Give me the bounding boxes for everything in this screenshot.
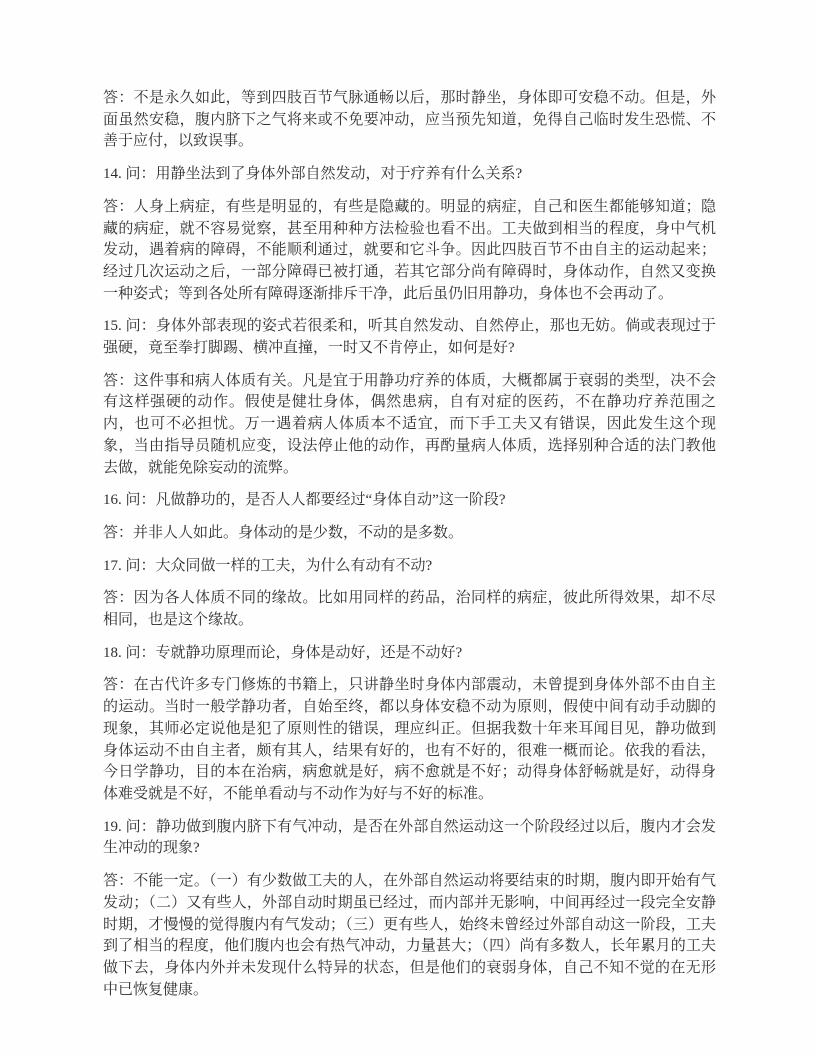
answer-13-paragraph: 答：不是永久如此，等到四肢百节气脉通畅以后，那时静坐，身体即可安稳不动。但是，外面虽然安稳，腹内脐下之气将来或不免要冲动，应当预先知道，免得自己临时发生恐慌、不善于应付，以致误事。 xyxy=(103,90,716,150)
answer-17-paragraph: 答：因为各人体质不同的缘故。比如用同样的药品，治同样的病症，彼此所得效果，却不尽相同，也是这个缘故。 xyxy=(103,590,716,629)
question-19-paragraph: 19. 问：静功做到腹内脐下有气冲动，是否在外部自然运动这一个阶段经过以后，腹内才会发生冲动的现象? xyxy=(103,818,716,857)
answer-14-paragraph: 答：人身上病症，有些是明显的，有些是隐藏的。明显的病症，自己和医生都能够知道；隐藏的病症，就不容易觉察，甚至用种种方法检验也看不出。工夫做到相当的程度，身中气机发动，遇着病的障碍，不能顺利通过，就要和它斗争。因此四肢百节不由自主的运动起来；经过几次运动之后，一部分障碍已被打通，若其它部分尚有障碍时，身体动作，自然又变换一种姿式；等到各处所有障碍逐渐排斥干净，此后虽仍旧用静功，身体也不会再动了。 xyxy=(103,198,716,302)
answer-15-paragraph: 答：这件事和病人体质有关。凡是宜于用静功疗养的体质，大概都属于衰弱的类型，决不会有这样强硬的动作。假使是健壮身体，偶然患病，自有对症的医药，不在静功疗养范围之内，也可不必担忧。万一遇着病人体质本不适宜，而下手工夫又有错误，因此发生这个现象，当由指导员随机应变，设法停止他的动作，再酌量病人体质，选择别种合适的法门教他去做，就能免除妄动的流弊。 xyxy=(103,372,716,476)
answer-19-paragraph: 答：不能一定。（一）有少数做工夫的人，在外部自然运动将要结束的时期，腹内即开始有气发动；（二）又有些人，外部自动时期虽已经过，而内部并无影响，中间再经过一段完全安静时期，才慢慢的觉得腹内有气发动；（三）更有些人，始终未曾经过外部自动这一阶段，工夫到了相当的程度，他们腹内也会有热气冲动，力量甚大；（四）尚有多数人，长年累月的工夫做下去，身体内外并未发现什么特异的状态，但是他们的衰弱身体，自己不知不觉的在无形中已恢复健康。 xyxy=(103,873,716,998)
answer-18-paragraph: 答：在古代许多专门修炼的书籍上，只讲静坐时身体内部震动，未曾提到身体外部不由自主的运动。当时一般学静功者，自始至终，都以身体安稳不动为原则，假使中间有动手动脚的现象，其师必定说他是犯了原则性的错误，理应纠正。但据我数十年来耳闻目见，静功做到身体运动不由自主者，颇有其人，结果有好的，也有不好的，很难一概而论。依我的看法，今日学静功，目的本在治病，病愈就是好，病不愈就是不好；动得身体舒畅就是好，动得身体难受就是不好，不能单看动与不动作为好与不好的标准。 xyxy=(103,677,716,802)
question-17-paragraph: 17. 问：大众同做一样的工夫，为什么有动有不动? xyxy=(103,557,433,574)
answer-16-paragraph: 答：并非人人如此。身体动的是少数，不动的是多数。 xyxy=(103,524,464,541)
question-18-paragraph: 18. 问：专就静功原理而论，身体是动好，还是不动好? xyxy=(103,644,463,661)
document-text-column xyxy=(103,88,716,1012)
question-16-paragraph: 16. 问：凡做静功的，是否人人都要经过“身体自动”这一阶段? xyxy=(103,492,506,509)
question-15-paragraph: 15. 问：身体外部表现的姿式若很柔和，听其自然发动、自然停止，那也无妨。倘或表现过于强硬，竟至拳打脚踢、横冲直撞，一时又不肯停止，如何是好? xyxy=(103,318,716,357)
question-14-paragraph: 14. 问：用静坐法到了身体外部自然发动，对于疗养有什么关系? xyxy=(103,166,523,183)
